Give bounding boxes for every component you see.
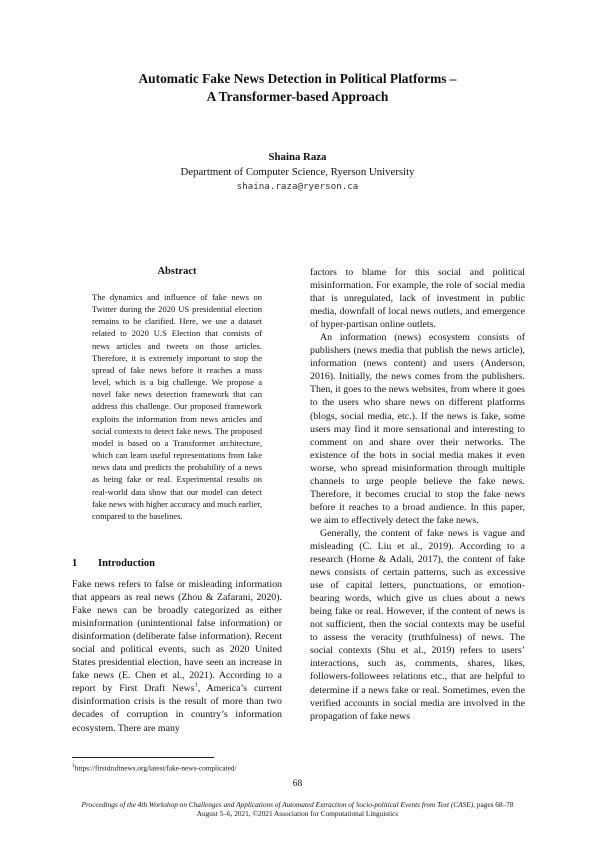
proceedings-line-1 — [0, 800, 595, 809]
introduction-body — [72, 578, 282, 735]
proceedings-footer — [0, 800, 595, 818]
abstract-heading: Abstract — [157, 266, 197, 277]
section-title: Introduction — [98, 558, 155, 569]
author-affiliation: Department of Computer Science, Ryerson University — [180, 166, 415, 178]
title-line-1: Automatic Fake News Detection in Political Platforms – — [138, 71, 457, 86]
paragraph: Generally, the content of fake news is vague and misleading (C. Liu et al., 2019). According to a research (Horne & Adali, 2017), the content of fake news consists of certain patterns, such as excessive use of capital letters, punctuations, or emotion-bearing words, which give us clues about a news being fake or real. However, if the content of news is not sufficient, then the social contexts may be useful to assess the veracity (truthfulness) of news. The social contexts (Shu et al., 2019) refers to users’ interactions, such as, comments, shares, likes, followers-followees relations etc., that are helpful to determine if a news fake or real. Sometimes, even the verified accounts in social media are involved in the propagation of fake news — [310, 527, 525, 722]
page-number: 68 — [292, 779, 303, 789]
proceedings-title: Proceedings of the 4th Workshop on Challenges and Applications of Automated Extraction of Socio-political Events from Text (CASE) — [81, 800, 474, 809]
right-column-body — [310, 266, 525, 723]
paper-title — [60, 70, 535, 106]
proceedings-line-2: August 5–6, 2021, ©2021 Association for Computational Linguistics — [196, 809, 399, 819]
intro-text-part-2: , America’s current disinformation crisis is the result of more than two decades of corruption in country’s information ecosystem. There are many — [72, 683, 282, 734]
title-line-2: A Transformer-based Approach — [206, 89, 389, 104]
footnote-link[interactable]: https://firstdraftnews.org/latest/fake-news-complicated/ — [74, 763, 237, 773]
footnote-number: 1 — [72, 763, 75, 769]
proceedings-pages: , pages 68–78 — [473, 800, 514, 809]
footnote-marker: 1 — [194, 682, 198, 690]
footnote-divider — [72, 757, 214, 758]
paragraph: factors to blame for this social and political misinformation. For example, the role of social media that is unregulated, lack of investment in public media, downfall of local news outlets, and emergence of hyper-partisan online outlets. — [310, 267, 525, 331]
footnote — [72, 762, 332, 772]
section-heading-introduction — [72, 558, 282, 569]
author-email: shaina.raza@ryerson.ca — [236, 181, 359, 192]
abstract-text: The dynamics and influence of fake news on Twitter during the 2020 US presidential election remains to be clarified. Here, we use a dataset related to 2020 U.S Election that consists of news articles and tweets on those articles. Therefore, it is extremely important to stop the spread of fake news before it reaches a mass level, which is a big challenge. We propose a novel fake news detection framework that can address this challenge. Our proposed framework exploits the information from news articles and social contexts to detect fake news. The proposed model is based on a Transformer architecture, which can learn useful representations from fake news data and predicts the probability of a news as being fake or real. Experimental results on real-world data show that our model can detect fake news with higher accuracy and much earlier, compared to the baselines. — [92, 292, 262, 521]
section-number: 1 — [72, 558, 78, 569]
author-block — [60, 150, 535, 194]
paragraph: An information (news) ecosystem consists of publishers (news media that publish the news article), information (news content) and users (Anderson, 2016). Initially, the news comes from the publishers. Then, it goes to the news websites, from where it goes to the users who share news on different platforms (blogs, social media, etc.). If the news is fake, some users may find it more sensational and interesting to comment on and share over their networks. The existence of the bots in social media makes it even worse, who spread misinformation through multiple channels to urge people believe the fake news. Therefore, it becomes crucial to stop the fake news before it reaches to a broad audience. In this paper, we aim to effectively detect the fake news. — [310, 332, 525, 526]
intro-text-part-1: Fake news refers to false or misleading information that appears as real news (Zhou & Zafarani, 2020). Fake news can be broadly categorized as either misinformation (unintentional false information) or disinformation (deliberate false information). Recent social and political events, such as 2020 United States presidential election, have seen an increase in fake news (E. Chen et al., 2021). According to a report by First Draft News — [72, 579, 282, 695]
author-name: Shaina Raza — [268, 151, 327, 163]
